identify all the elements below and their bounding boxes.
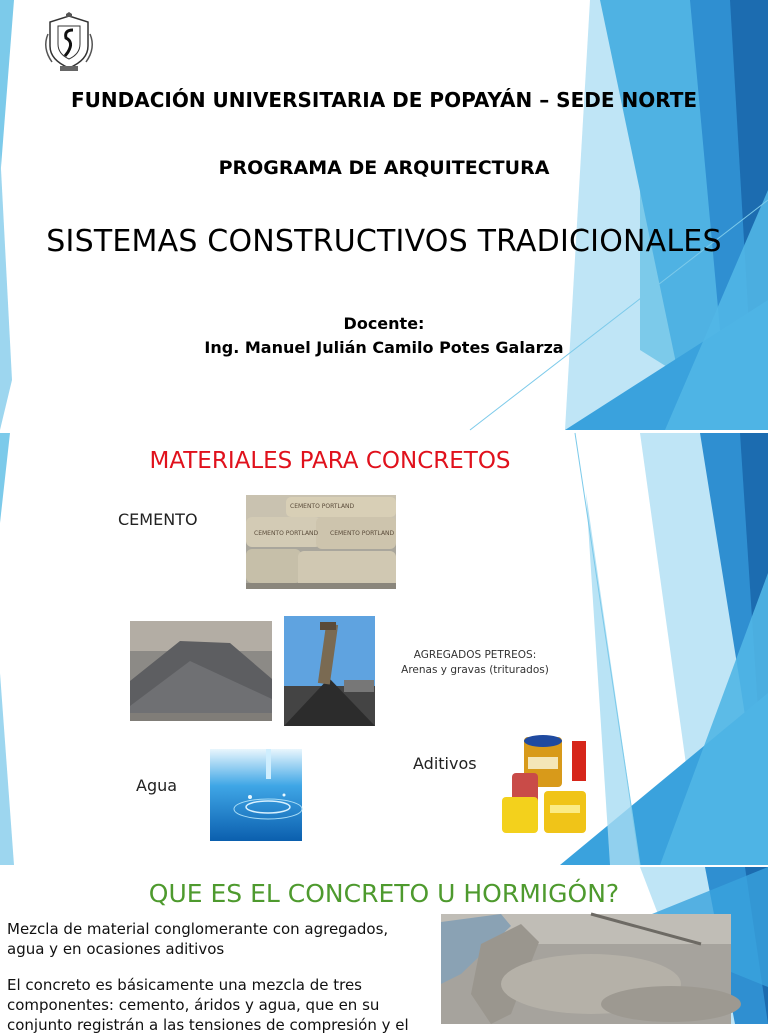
svg-text:CEMENTO PORTLAND: CEMENTO PORTLAND bbox=[290, 503, 355, 510]
course-title: SISTEMAS CONSTRUCTIVOS TRADICIONALES bbox=[46, 224, 722, 259]
aggregate-plant-photo bbox=[284, 616, 375, 726]
aggregates-title: AGREGADOS PETREOS: bbox=[413, 649, 537, 661]
concrete-pouring-photo bbox=[441, 914, 731, 1024]
program-name: PROGRAMA DE ARQUITECTURA bbox=[218, 157, 550, 179]
gravel-pile-photo bbox=[130, 621, 272, 721]
water-splash-photo bbox=[210, 749, 302, 841]
teacher-label: Docente: bbox=[343, 314, 425, 333]
cement-label: CEMENTO bbox=[118, 510, 198, 529]
concrete-definition-paragraph: Mezcla de material conglomerante con agregados, agua y en ocasiones aditivos bbox=[7, 920, 389, 958]
materials-title: MATERIALES PARA CONCRETOS bbox=[149, 448, 511, 474]
svg-text:CEMENTO PORTLAND: CEMENTO PORTLAND bbox=[330, 530, 395, 537]
university-crest-logo bbox=[38, 12, 100, 74]
blue-triangle-decoration bbox=[0, 0, 768, 430]
svg-text:CEMENTO PORTLAND: CEMENTO PORTLAND bbox=[254, 530, 319, 537]
additives-containers-photo bbox=[500, 733, 586, 837]
university-name: FUNDACIÓN UNIVERSITARIA DE POPAYÁN – SEDE NORTE bbox=[70, 88, 698, 112]
water-label: Agua bbox=[136, 776, 178, 795]
slide-materials bbox=[0, 433, 768, 865]
additives-label: Aditivos bbox=[413, 754, 477, 773]
slide-title bbox=[0, 0, 768, 430]
teacher-name: Ing. Manuel Julián Camilo Potes Galarza bbox=[204, 338, 564, 357]
cement-bags-photo bbox=[246, 495, 396, 589]
slide-concrete-definition bbox=[0, 867, 768, 1034]
concrete-question-title: QUE ES EL CONCRETO U HORMIGÓN? bbox=[148, 879, 620, 908]
aggregates-description: Arenas y gravas (triturados) bbox=[401, 664, 549, 676]
concrete-components-paragraph: El concreto es básicamente una mezcla de tres componentes: cemento, áridos y agua, que en su conjunto registrán a las tensiones de compresión y el bbox=[7, 976, 409, 1034]
